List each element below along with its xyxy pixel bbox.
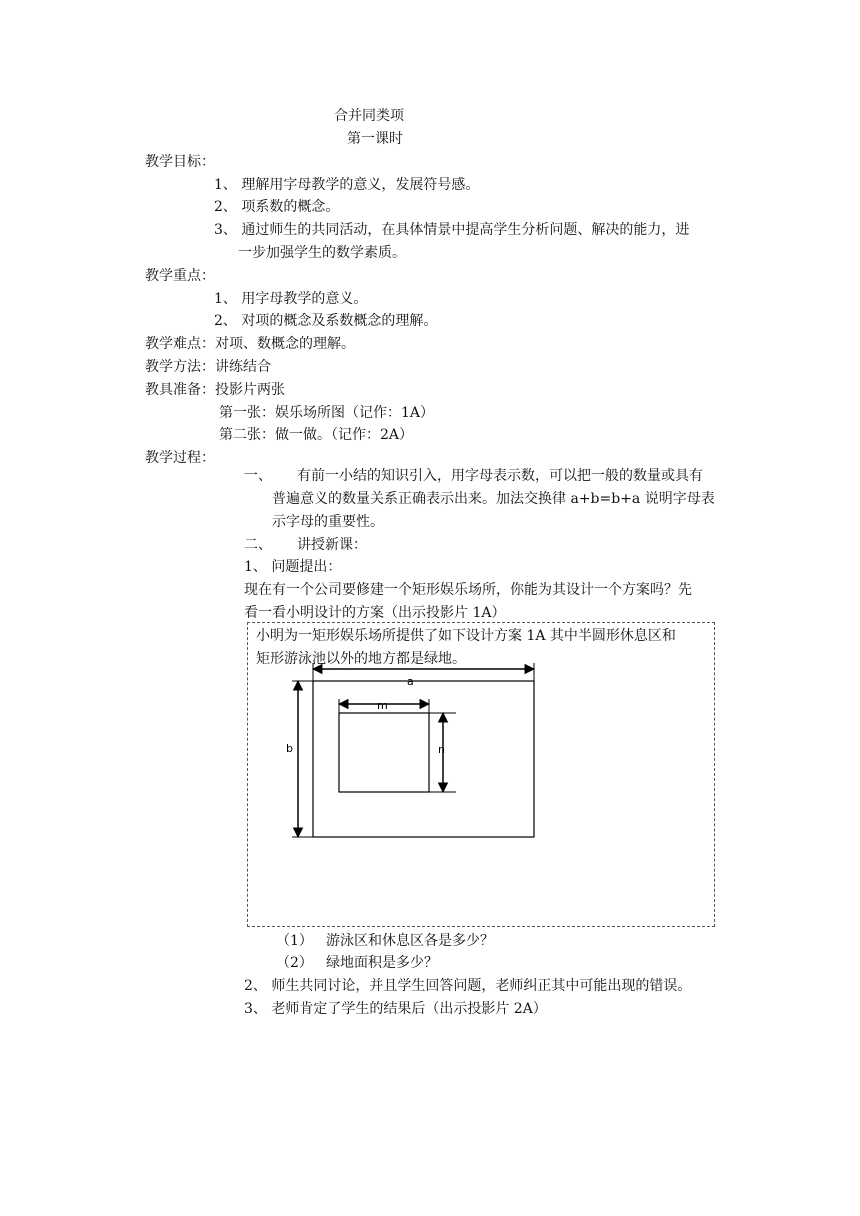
page-subtitle: 第一课时 (347, 131, 403, 147)
label-a: a (407, 675, 414, 688)
page-title: 合并同类项 (334, 108, 404, 124)
method-line: 教学方法：讲练结合 (145, 359, 271, 375)
key-point-item: 1、 用字母教学的意义。 (214, 291, 368, 307)
step1-text: 示字母的重要性。 (272, 514, 384, 530)
difficulty-line: 教学难点：对项、数概念的理解。 (145, 336, 355, 352)
key-point-item: 2、 对项的概念及系数概念的理解。 (214, 313, 438, 329)
sub-step-2: 2、 师生共同讨论，并且学生回答问题，老师纠正其中可能出现的错误。 (244, 978, 692, 994)
tool-item: 第一张：娱乐场所图（记作：1A） (219, 405, 435, 421)
step1-number: 一、 (244, 468, 272, 484)
objective-item: 3、 通过师生的共同活动，在具体情景中提高学生分析问题、解决的能力，进 (214, 222, 690, 238)
question-text: 绿地面积是多少？ (326, 955, 438, 971)
objective-item: 1、 理解用字母教学的意义，发展符号感。 (214, 177, 480, 193)
pool-rectangle (339, 713, 429, 792)
label-b: b (286, 742, 293, 755)
box-text: 矩形游泳池以外的地方都是绿地。 (256, 651, 466, 667)
objective-item: 2、 项系数的概念。 (214, 199, 340, 215)
step2-number: 二、 (244, 537, 272, 553)
step1-text: 有前一小结的知识引入，用字母表示数，可以把一般的数量或具有 (297, 468, 703, 484)
key-points-heading: 教学重点： (145, 268, 215, 284)
tool-item: 第二张：做一做。（记作：2A） (219, 427, 414, 443)
question-text: 游泳区和休息区各是多少？ (326, 933, 494, 949)
label-n: n (438, 743, 445, 756)
box-text: 小明为一矩形娱乐场所提供了如下设计方案 1A 其中半圆形休息区和 (256, 628, 676, 644)
sub-step-3: 3、 老师肯定了学生的结果后（出示投影片 2A） (244, 1001, 547, 1017)
sub-step-1: 1、 问题提出： (244, 559, 342, 575)
step1-text: 普遍意义的数量关系正确表示出来。加法交换律 a+b=b+a 说明字母表 (272, 491, 715, 507)
intro-text: 现在有一个公司要修建一个矩形娱乐场所，你能为其设计一个方案吗？先 (244, 582, 692, 598)
process-heading: 教学过程： (145, 450, 215, 466)
intro-text: 看一看小明设计的方案（出示投影片 1A） (244, 605, 506, 621)
objective-item: 一步加强学生的数学素质。 (238, 245, 406, 261)
label-m: m (377, 699, 388, 712)
step2-text: 讲授新课： (297, 537, 367, 553)
playground-diagram (248, 623, 714, 926)
question-number: （2） (276, 955, 313, 971)
tools-line: 教具准备：投影片两张 (145, 382, 285, 398)
question-number: （1） (276, 933, 313, 949)
objectives-heading: 教学目标： (145, 154, 215, 170)
slide-1a-box (247, 622, 715, 927)
